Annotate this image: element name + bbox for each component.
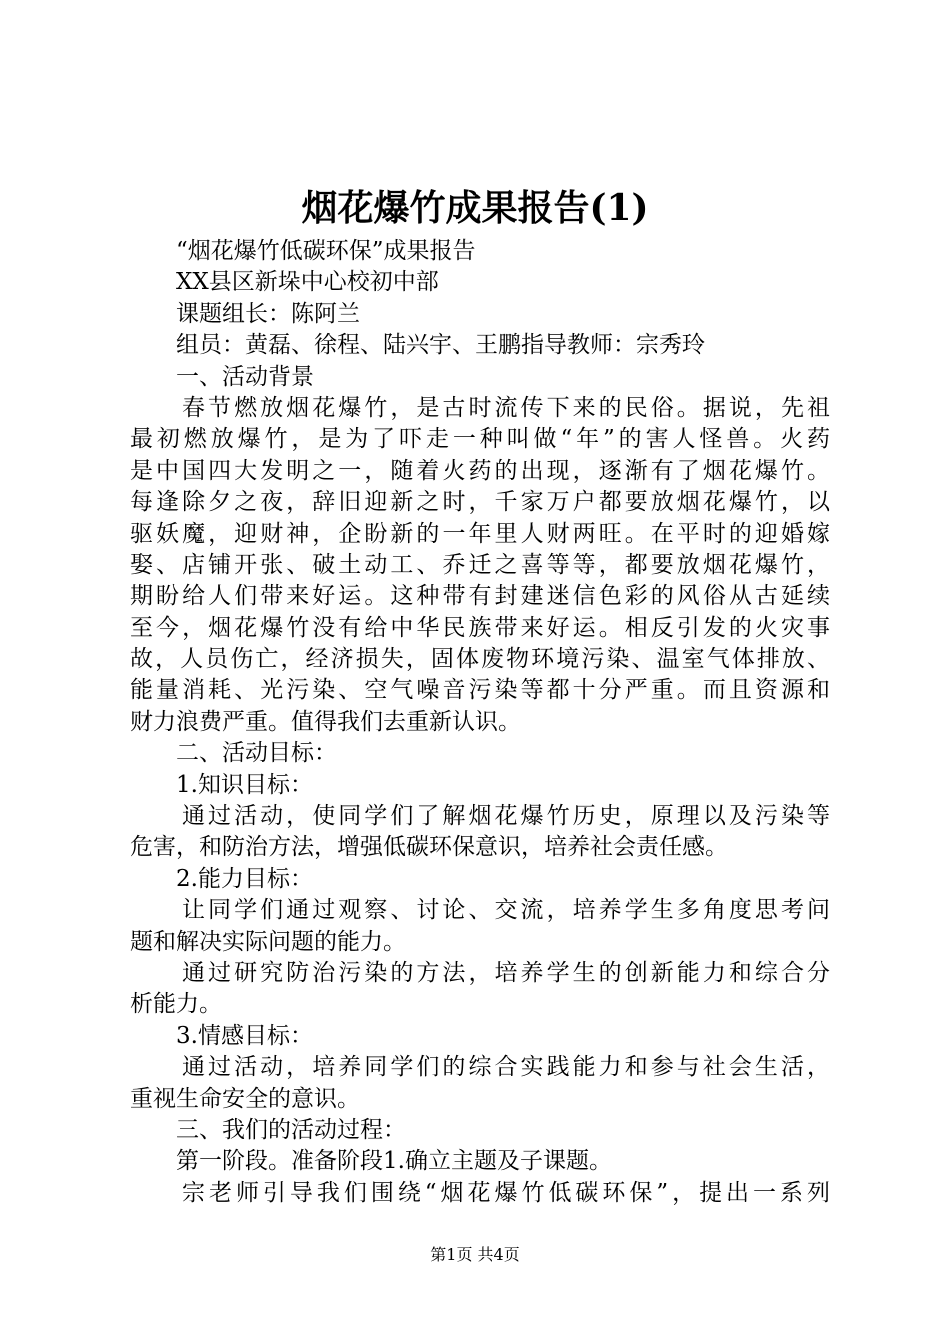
paragraph-line: 故，人员伤亡，经济损失，固体废物环境污染、温室气体排放、	[130, 646, 830, 673]
paragraph-line: 宗老师引导我们围绕“烟花爆竹低碳环保”，提出一系列	[182, 1179, 830, 1206]
paragraph-line: 能量消耗、光污染、空气噪音污染等都十分严重。而且资源和	[130, 677, 830, 704]
page-title: 烟花爆竹成果报告(1)	[301, 187, 649, 229]
paragraph-line: 是中国四大发明之一，随着火药的出现，逐渐有了烟花爆竹。	[130, 457, 830, 484]
members-line: 组员：黄磊、徐程、陆兴宇、王鹏指导教师：宗秀玲	[176, 332, 705, 359]
paragraph-line: 通过研究防治污染的方法，培养学生的创新能力和综合分	[182, 959, 830, 986]
paragraph-line: 让同学们通过观察、讨论、交流，培养学生多角度思考问	[182, 897, 830, 924]
subsection-heading: 3.情感目标：	[176, 1022, 313, 1049]
paragraph-line: 通过活动，培养同学们的综合实践能力和参与社会生活，	[182, 1054, 830, 1081]
paragraph-line: 通过活动，使同学们了解烟花爆竹历史，原理以及污染等	[182, 803, 830, 830]
paragraph-line: 财力浪费严重。值得我们去重新认识。	[130, 708, 521, 735]
paragraph-line: 每逢除夕之夜，辞旧迎新之时，千家万户都要放烟花爆竹，以	[130, 489, 830, 516]
section-heading: 二、活动目标：	[176, 740, 337, 767]
school-line: XX县区新垛中心校初中部	[176, 269, 439, 296]
paragraph-line: 危害，和防治方法，增强低碳环保意识，培养社会责任感。	[130, 834, 728, 861]
page-footer: 第1页 共4页	[430, 1245, 520, 1264]
section-heading: 三、我们的活动过程：	[176, 1116, 406, 1143]
paragraph-line: 期盼给人们带来好运。这种带有封建迷信色彩的风俗从古延续	[130, 583, 830, 610]
paragraph-line: 最初燃放爆竹，是为了吓走一种叫做“年”的害人怪兽。火药	[130, 426, 830, 453]
paragraph-line: 析能力。	[130, 991, 222, 1018]
paragraph-line: 第一阶段。准备阶段1.确立主题及子课题。	[176, 1148, 612, 1175]
paragraph-line: 题和解决实际问题的能力。	[130, 928, 406, 955]
paragraph-line: 娶、店铺开张、破土动工、乔迁之喜等等，都要放烟花爆竹，	[130, 551, 830, 578]
paragraph-line: 春节燃放烟花爆竹，是古时流传下来的民俗。据说，先祖	[182, 394, 830, 421]
subsection-heading: 1.知识目标：	[176, 771, 313, 798]
section-heading: 一、活动背景	[176, 363, 314, 390]
subsection-heading: 2.能力目标：	[176, 865, 313, 892]
paragraph-line: 重视生命安全的意识。	[130, 1085, 360, 1112]
document-body	[130, 236, 830, 1209]
leader-line: 课题组长：陈阿兰	[176, 300, 360, 327]
paragraph-line: 驱妖魔，迎财神，企盼新的一年里人财两旺。在平时的迎婚嫁	[130, 520, 830, 547]
paragraph-line: 至今，烟花爆竹没有给中华民族带来好运。相反引发的火灾事	[130, 614, 830, 641]
subtitle-line: “烟花爆竹低碳环保”成果报告	[176, 238, 476, 264]
